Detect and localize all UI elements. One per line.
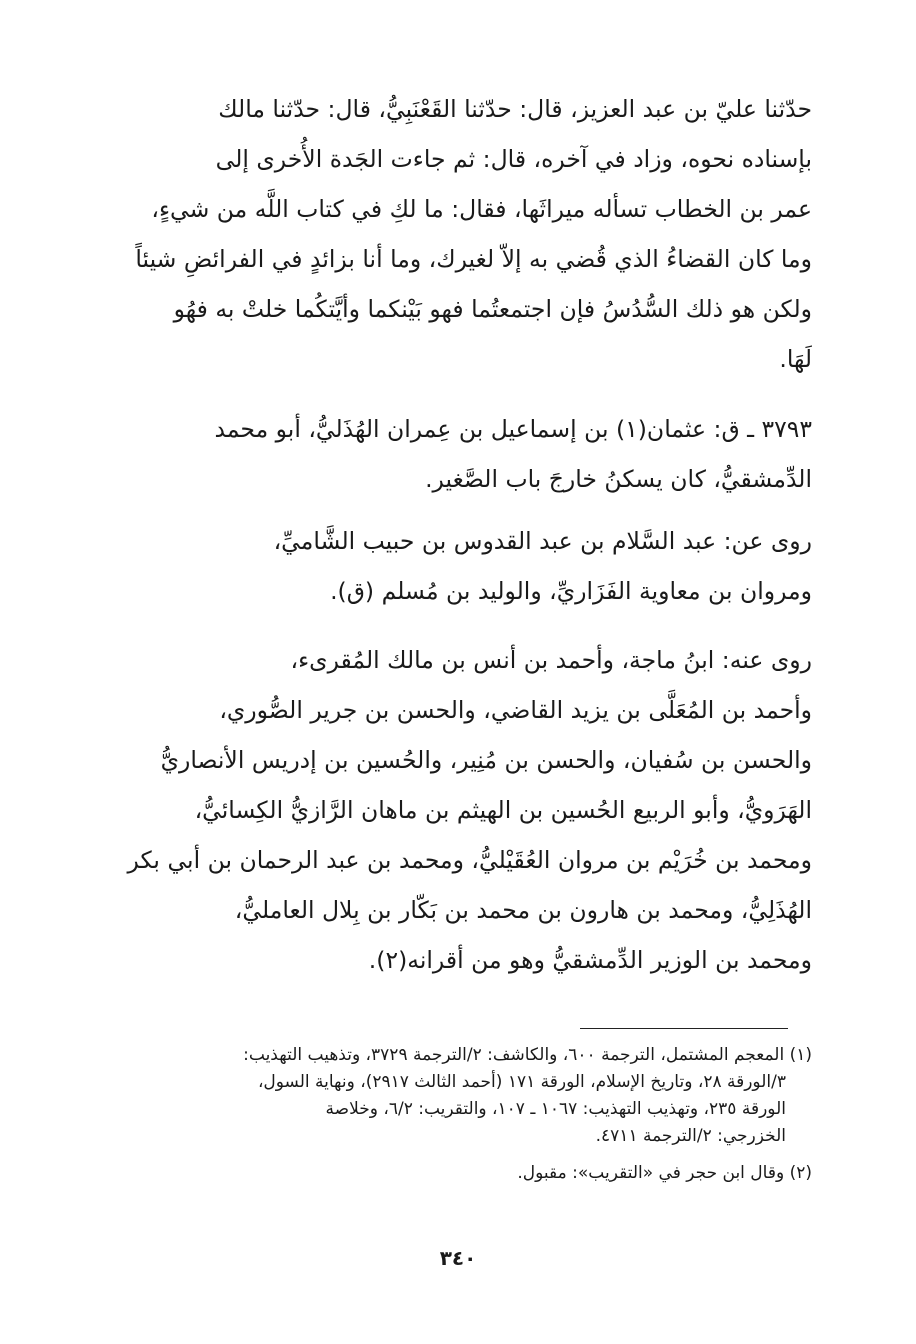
text-line: لَهَا. [779, 345, 812, 373]
footnote-line: (١) المعجم المشتمل، الترجمة ٦٠٠، والكاشف: ٢/الترجمة ٣٧٢٩، وتذهيب التهذيب: [243, 1045, 812, 1065]
footnotes [100, 1042, 812, 1187]
text-line: روى عنه: ابنُ ماجة، وأحمد بن أنس بن مالك المُقرىء، [290, 646, 812, 674]
hadith-paragraph [100, 84, 812, 384]
text-line: عمر بن الخطاب تسأله ميراثَها، فقال: ما لكِ في كتاب اللَّه من شيءٍ، [151, 195, 812, 223]
narrated-from-paragraph [100, 516, 812, 616]
text-line: والحسن بن سُفيان، والحسن بن مُنِير، والحُسين بن إدريس الأنصاريُّ [160, 746, 812, 774]
text-line: الهُذَلِيُّ، ومحمد بن هارون بن محمد بن بَكّار بن بِلال العامليُّ، [234, 896, 812, 924]
footnote-line: ٣/الورقة ٢٨، وتاريخ الإسلام، الورقة ١٧١ (أحمد الثالث ٢٩١٧)، ونهاية السول، [257, 1072, 786, 1092]
text-line: ومحمد بن الوزير الدِّمشقيُّ وهو من أقرانه(٢). [368, 946, 812, 974]
text-line: ومروان بن معاوية الفَزَاريِّ، والوليد بن مُسلم (ق). [330, 577, 812, 605]
footnote-2 [100, 1160, 812, 1187]
text-line: الهَرَويُّ، وأبو الربيع الحُسين بن الهيثم بن ماهان الرَّازيُّ الكِسائيُّ، [194, 796, 812, 824]
text-line: وما كان القضاءُ الذي قُضي به إلاّ لغيرك، وما أنا بزائدٍ في الفرائضِ شيئاً [135, 245, 812, 273]
page-number: ٣٤٠ [439, 1246, 477, 1270]
biography-entry [100, 404, 812, 504]
text-line: روى عن: عبد السَّلام بن عبد القدوس بن حبيب الشَّاميِّ، [273, 527, 812, 555]
text-line: ومحمد بن خُرَيْم بن مروان العُقَيْليُّ، ومحمد بن عبد الرحمان بن أبي بكر [127, 846, 812, 874]
text-line: ٣٧٩٣ ـ ق: عثمان(١) بن إسماعيل بن عِمران الهُذَليُّ، أبو محمد [214, 415, 812, 443]
text-line: وأحمد بن المُعَلَّى بن يزيد القاضي، والحسن بن جرير الصُّوري، [219, 696, 812, 724]
footnote-line: الخزرجي: ٢/الترجمة ٤٧١١. [595, 1126, 786, 1146]
text-line: ولكن هو ذلك السُّدُسُ فإن اجتمعتُما فهو بَيْنكما وأيَّتكُما خلتْ به فهُو [173, 295, 812, 323]
text-line: بإسناده نحوه، وزاد في آخره، قال: ثم جاءت الجَدة الأُخرى إلى [215, 145, 812, 173]
text-line: حدّثنا عليّ بن عبد العزيز، قال: حدّثنا القَعْنَبِيُّ، قال: حدّثنا مالك [218, 95, 812, 123]
footnote-line: (٢) وقال ابن حجر في «التقريب»: مقبول. [517, 1163, 812, 1183]
footnote-divider [580, 1028, 788, 1029]
footnote-1 [100, 1042, 812, 1150]
narrated-by-paragraph [100, 635, 812, 985]
text-line: الدِّمشقيُّ، كان يسكنُ خارجَ باب الصَّغير. [425, 465, 812, 493]
footnote-line: الورقة ٢٣٥، وتهذيب التهذيب: ١٠٦٧ ـ ١٠٧، والتقريب: ٦/٢، وخلاصة [325, 1099, 786, 1119]
